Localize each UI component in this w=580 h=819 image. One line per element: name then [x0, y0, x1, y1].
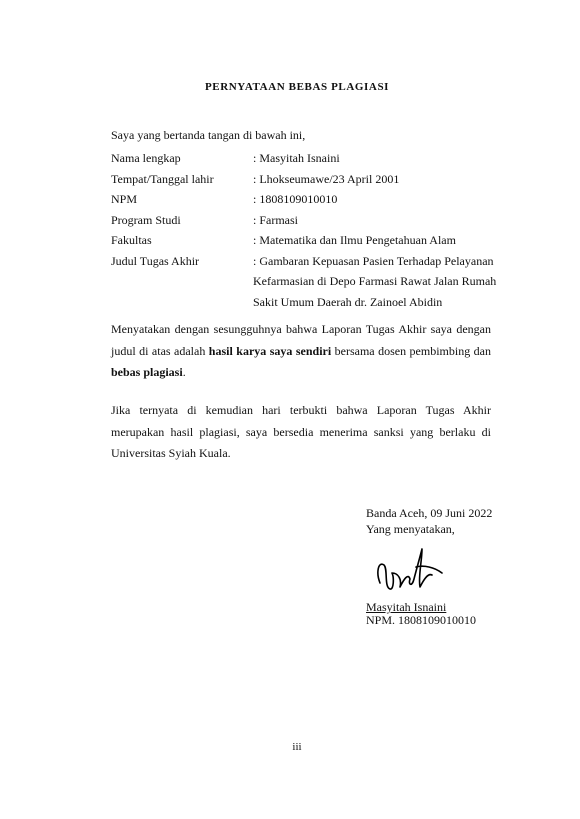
- field-label: NPM: [111, 192, 138, 206]
- field-value: : Lhokseumawe/23 April 2001: [253, 171, 400, 186]
- signature-label: Yang menyatakan,: [366, 522, 455, 536]
- field-value: : 1808109010010: [253, 192, 338, 206]
- signer-npm: NPM. 1808109010010: [366, 613, 477, 627]
- handwritten-signature: [372, 543, 444, 595]
- field-label: Tempat/Tanggal lahir: [111, 171, 214, 186]
- field-value: : Farmasi: [253, 212, 298, 227]
- declaration-text: Menyatakan dengan sesungguhnya bahwa Laporan Tugas Akhir saya dengan judul di atas adalah: [111, 322, 491, 358]
- field-label: Program Studi: [111, 212, 181, 227]
- declaration-text: bersama dosen pembimbing dan: [331, 343, 491, 358]
- emphasis-text: hasil karya saya sendiri: [208, 343, 332, 358]
- field-label: Nama lengkap: [111, 151, 181, 165]
- thesis-title-line: : Gambaran Kepuasan Pasien Terhadap Pelayanan: [253, 253, 494, 268]
- sanction-paragraph: Jika ternyata di kemudian hari terbukti bahwa Laporan Tugas Akhir merupakan hasil plagiasi, saya bersedia menerima sanksi yang berlaku di Universitas Syiah Kuala.: [111, 403, 491, 460]
- field-row-faculty: [111, 230, 503, 251]
- declaration-text: .: [182, 365, 186, 379]
- field-row-program: [111, 210, 503, 231]
- field-label: Judul Tugas Akhir: [111, 253, 200, 268]
- thesis-title-line: Sakit Umum Daerah dr. Zainoel Abidin: [253, 294, 443, 309]
- declaration-paragraph: [111, 319, 491, 384]
- identity-table: [111, 148, 503, 312]
- page-title: PERNYATAAN BEBAS PLAGIASI: [204, 81, 390, 93]
- field-label: Fakultas: [111, 233, 152, 247]
- page-number: iii: [292, 741, 302, 753]
- field-row-birth: [111, 169, 503, 190]
- field-row-name: [111, 148, 503, 169]
- intro-text: Saya yang bertanda tangan di bawah ini,: [111, 128, 306, 142]
- signature-place-date: Banda Aceh, 09 Juni 2022: [366, 506, 493, 520]
- emphasis-text: bebas plagiasi: [111, 365, 183, 379]
- field-row-thesis-title: [111, 251, 503, 313]
- signer-name: Masyitah Isnaini: [366, 600, 447, 614]
- thesis-title-line: Kefarmasian di Depo Farmasi Rawat Jalan Rumah: [253, 274, 497, 288]
- field-value: [253, 251, 503, 313]
- field-row-npm: [111, 189, 503, 210]
- field-value: : Masyitah Isnaini: [253, 151, 340, 165]
- field-value: : Matematika dan Ilmu Pengetahuan Alam: [253, 233, 456, 247]
